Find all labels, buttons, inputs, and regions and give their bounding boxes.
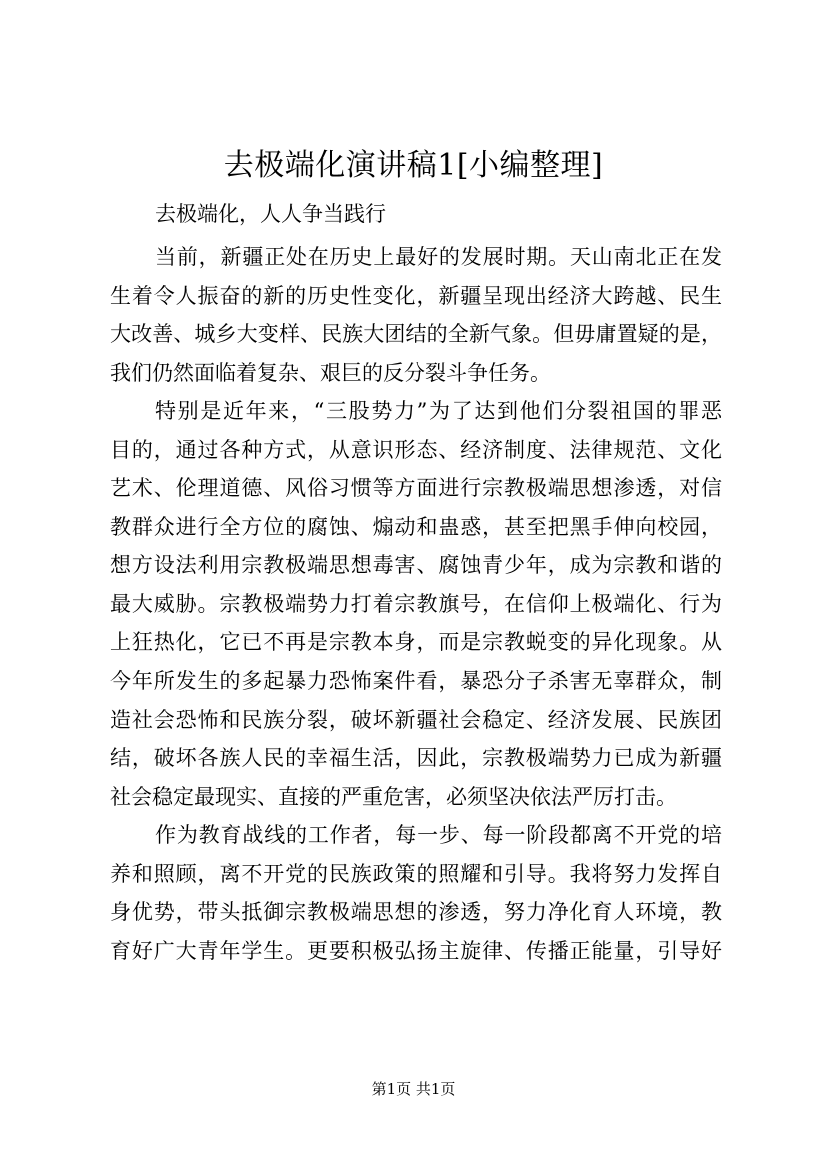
paragraph-2-line-11: 社会稳定最现实、直接的严重危害，必须坚决依法严厉打击。: [110, 784, 677, 809]
paragraph-2-line-9: 造社会恐怖和民族分裂，破坏新疆社会稳定、经济发展、民族团: [110, 707, 722, 732]
paragraph-1-line-1: 当前，新疆正处在历史上最好的发展时期。天山南北正在发: [155, 245, 722, 269]
document-subtitle: 去极端化，人人争当践行: [155, 202, 386, 226]
paragraph-1-line-3: 大改善、城乡大变样、民族大团结的全新气象。但毋庸置疑的是，: [110, 322, 722, 347]
paragraph-2-line-2: 目的，通过各种方式，从意识形态、经济制度、法律规范、文化: [110, 437, 722, 462]
paragraph-2-line-6: 最大威胁。宗教极端势力打着宗教旗号，在信仰上极端化、行为: [110, 591, 722, 616]
page-footer: 第1页 共1页: [371, 1080, 456, 1098]
paragraph-3-line-4: 育好广大青年学生。更要积极弘扬主旋律、传播正能量，引导好: [110, 938, 722, 963]
paragraph-2-line-5: 想方设法利用宗教极端思想毒害、腐蚀青少年，成为宗教和谐的: [110, 553, 722, 578]
paragraph-1-line-2: 生着令人振奋的新的历史性变化，新疆呈现出经济大跨越、民生: [110, 283, 722, 308]
paragraph-2-line-7: 上狂热化，它已不再是宗教本身，而是宗教蜕变的异化现象。从: [110, 630, 722, 655]
paragraph-3-line-3: 身优势，带头抵御宗教极端思想的渗透，努力净化育人环境，教: [110, 900, 722, 925]
document-title: 去极端化演讲稿1[小编整理]: [223, 148, 604, 183]
paragraph-1-line-4: 我们仍然面临着复杂、艰巨的反分裂斗争任务。: [110, 360, 551, 385]
document-body: [110, 238, 722, 970]
paragraph-2-line-1: 特别是近年来，“三股势力”为了达到他们分裂祖国的罪恶: [155, 399, 722, 424]
paragraph-3-line-1: 作为教育战线的工作者，每一步、每一阶段都离不开党的培: [155, 823, 722, 848]
paragraph-3-line-2: 养和照顾，离不开党的民族政策的照耀和引导。我将努力发挥自: [110, 861, 722, 886]
paragraph-2-line-3: 艺术、伦理道德、风俗习惯等方面进行宗教极端思想渗透，对信: [110, 476, 722, 501]
paragraph-2-line-8: 今年所发生的多起暴力恐怖案件看，暴恐分子杀害无辜群众，制: [110, 669, 722, 694]
paragraph-2-line-4: 教群众进行全方位的腐蚀、煽动和蛊惑，甚至把黑手伸向校园，: [110, 514, 722, 539]
paragraph-2-line-10: 结，破坏各族人民的幸福生活，因此，宗教极端势力已成为新疆: [110, 746, 722, 771]
